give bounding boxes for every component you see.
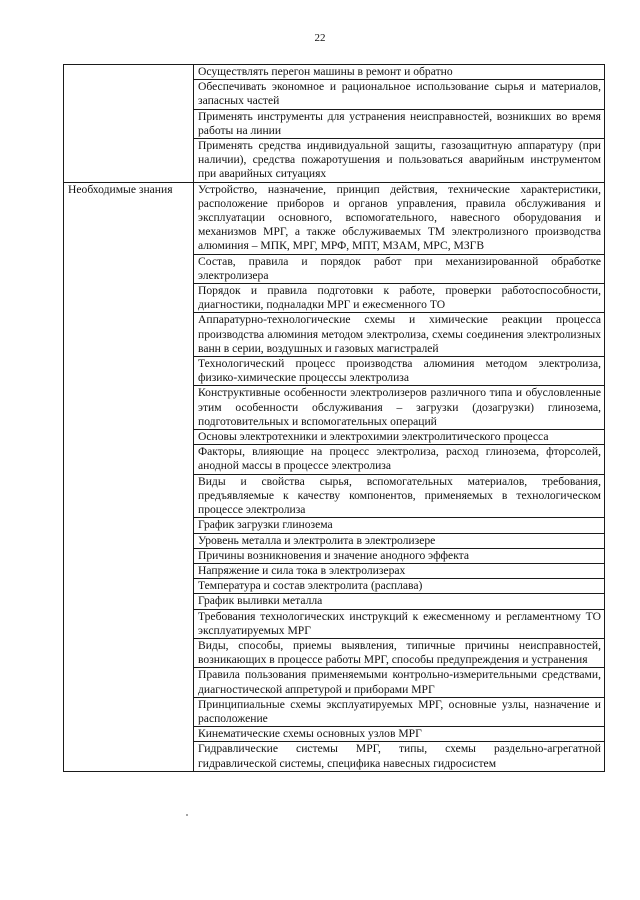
page-number: 22 <box>314 32 326 44</box>
requirement-text: Обеспечивать экономное и рациональное использование сырья и материалов, запасных частей <box>194 80 605 109</box>
table-row <box>64 182 605 254</box>
requirement-text: Уровень металла и электролита в электролизере <box>194 533 605 548</box>
requirements-table-body <box>64 65 605 772</box>
requirement-text: Устройство, назначение, принцип действия, технические характеристики, расположение приборов и органов управления, правила обслуживания и эксплуатации основного, вспомогательного, навесного оборудования и механизмов МРГ, а также обслуживаемых ТМ электролизного производства алюминия – МПК, МРГ, МРФ, МПТ, МЗАМ, МРС, МЗГВ <box>194 182 605 254</box>
requirement-text: График выливки металла <box>194 594 605 609</box>
requirement-text: Виды и свойства сырья, вспомогательных материалов, требования, предъявляемые к качеству компонентов, применяемых в технологическом процессе электролиза <box>194 474 605 518</box>
requirement-text: Конструктивные особенности электролизеров различного типа и обусловленные этим особенности обслуживания – загрузки (дозагрузки) глинозема, подготовительных и вспомогательных операций <box>194 386 605 430</box>
requirement-text: Гидравлические системы МРГ, типы, схемы раздельно-агрегатной гидравлической системы, специфика навесных гидросистем <box>194 742 605 771</box>
requirement-text: Кинематические схемы основных узлов МРГ <box>194 727 605 742</box>
table-row <box>64 65 605 80</box>
requirement-text: Факторы, влияющие на процесс электролиза, расход глинозема, фторсолей, анодной массы в процессе электролиза <box>194 445 605 474</box>
requirement-text: Причины возникновения и значение анодного эффекта <box>194 548 605 563</box>
requirement-text: График загрузки глинозема <box>194 518 605 533</box>
requirements-table <box>63 64 605 772</box>
requirement-text: Напряжение и сила тока в электролизерах <box>194 563 605 578</box>
requirement-text: Порядок и правила подготовки к работе, проверки работоспособности, диагностики, подналадки МРГ и ежесменного ТО <box>194 284 605 313</box>
requirement-text: Технологический процесс производства алюминия методом электролиза, физико-химические процессы электролиза <box>194 357 605 386</box>
requirement-text: Виды, способы, приемы выявления, типичные причины неисправностей, возникающих в процессе работы МРГ, способы предупреждения и устранения <box>194 638 605 667</box>
requirement-text: Аппаратурно-технологические схемы и химические реакции процесса производства алюминия методом электролиза, схемы соединения электролизных ванн в серии, воздушных и газовых магистралей <box>194 313 605 357</box>
scan-speck <box>186 814 188 816</box>
requirement-text: Осуществлять перегон машины в ремонт и обратно <box>194 65 605 80</box>
requirement-text: Применять инструменты для устранения неисправностей, возникших во время работы на линии <box>194 109 605 138</box>
requirement-text: Температура и состав электролита (расплава) <box>194 579 605 594</box>
requirement-text: Основы электротехники и электрохимии электролитического процесса <box>194 430 605 445</box>
requirement-text: Применять средства индивидуальной защиты, газозащитную аппаратуру (при наличии), средства пожаротушения и пользоваться аварийным инструментом при аварийных ситуациях <box>194 139 605 183</box>
requirement-text: Правила пользования применяемыми контрольно-измерительными средствами, диагностической аппретурой и приборами МРГ <box>194 668 605 697</box>
section-label: Необходимые знания <box>64 182 194 771</box>
requirement-text: Состав, правила и порядок работ при механизированной обработке электролизера <box>194 254 605 283</box>
requirement-text: Принципиальные схемы эксплуатируемых МРГ, основные узлы, назначение и расположение <box>194 697 605 726</box>
requirement-text: Требования технологических инструкций к ежесменному и регламентному ТО эксплуатируемых МРГ <box>194 609 605 638</box>
section-label <box>64 65 194 183</box>
